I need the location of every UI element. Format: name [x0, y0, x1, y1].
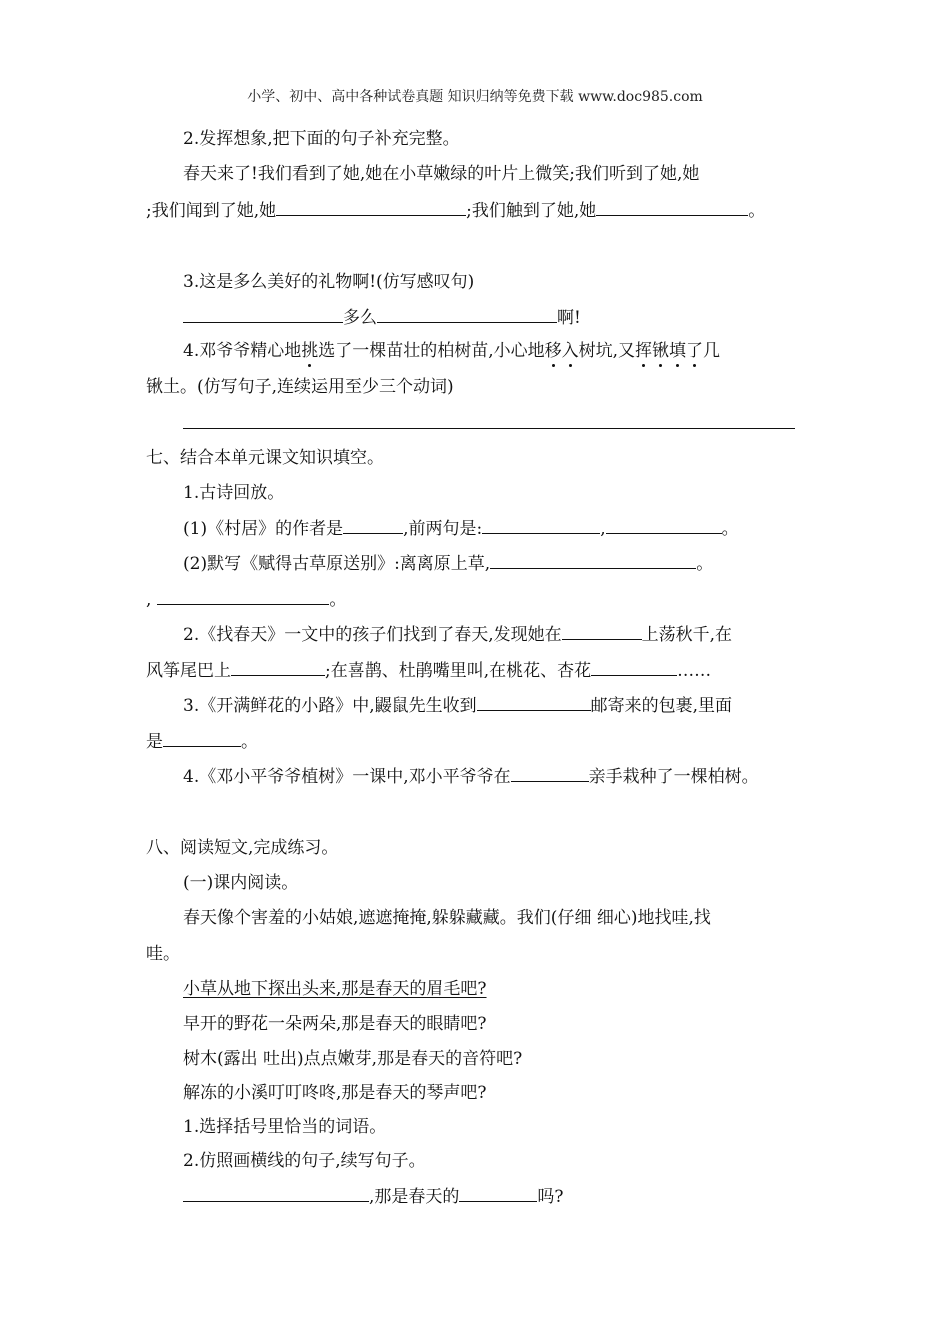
answer-line[interactable] [183, 428, 795, 429]
sec7-s3 [183, 693, 732, 718]
q4-text: 几 [703, 341, 721, 361]
q3-mid: 多么 [343, 308, 377, 328]
answer-blank[interactable] [562, 622, 642, 640]
sec7-text: 4.《邓小平爷爷植树》一课中,邓小平爷爷在 [183, 767, 511, 787]
q2-line2-text-a: ;我们闻到了她,她 [146, 201, 277, 221]
sec7-text: 亲手栽种了一棵柏树。 [588, 767, 759, 787]
sec8-underlined-sentence: 小草从地下探出头来,那是春天的眉毛吧? [183, 979, 487, 999]
q3-end: 啊! [557, 308, 581, 328]
sec7-text: ;在喜鹊、杜鹃嘴里叫,在桃花、杏花 [325, 661, 592, 681]
answer-blank[interactable] [276, 198, 466, 216]
q4-text: 选了一棵苗壮的柏树苗,小心地 [318, 341, 545, 361]
q3-line [183, 305, 581, 330]
sec7-text: 2.《找春天》一文中的孩子们找到了春天,发现她在 [183, 625, 562, 645]
sec7-text: (1)《村居》的作者是 [183, 519, 344, 539]
q4-dotted-char: 挑 [301, 341, 319, 361]
q3-title: 3.这是多么美好的礼物啊!(仿写感叹句) [183, 272, 475, 292]
q4-dotted-char: 挥 [635, 341, 653, 361]
answer-blank[interactable] [459, 1184, 537, 1202]
q4-dotted-char: 了 [686, 341, 704, 361]
sec7-text: , [600, 519, 606, 539]
sec7-s1b [183, 551, 713, 576]
sec7-text: 邮寄来的包裹,里面 [590, 696, 733, 716]
sec8-p5: 解冻的小溪叮叮咚咚,那是春天的琴声吧? [183, 1083, 487, 1103]
sec7-text: 3.《开满鲜花的小路》中,鼹鼠先生收到 [183, 696, 477, 716]
q4-dotted-char: 移 [544, 341, 562, 361]
sec7-s1: 1.古诗回放。 [183, 483, 285, 503]
sec7-s1a [183, 516, 739, 541]
sec7-text: 风筝尾巴上 [146, 661, 231, 681]
sec7-text: 。 [696, 554, 714, 574]
answer-blank[interactable] [183, 305, 343, 323]
answer-blank[interactable] [490, 551, 696, 569]
answer-blank[interactable] [157, 587, 329, 605]
sec7-text: 。 [721, 519, 739, 539]
page-header: 小学、初中、高中各种试卷真题 知识归纳等免费下载 www.doc985.com [247, 89, 703, 105]
sec8-q2-answer [183, 1184, 564, 1209]
section-7-title: 七、结合本单元课文知识填空。 [146, 448, 384, 468]
section-8-title: 八、阅读短文,完成练习。 [146, 838, 339, 858]
sec7-s3-cont [146, 729, 258, 754]
q4-dotted-char: 锹 [652, 341, 670, 361]
answer-blank[interactable] [596, 198, 748, 216]
sec8-sub: (一)课内阅读。 [183, 873, 299, 893]
answer-blank[interactable] [606, 516, 722, 534]
answer-blank[interactable] [477, 693, 591, 711]
sec7-s2-cont [146, 658, 711, 683]
q4-dotted-char: 填 [669, 341, 687, 361]
sec7-text: 是 [146, 732, 163, 752]
sec8-text: 吗? [537, 1187, 564, 1207]
answer-blank[interactable] [591, 658, 677, 676]
q4-text: 树坑,又 [578, 341, 636, 361]
sec8-p3: 早开的野花一朵两朵,那是春天的眼睛吧? [183, 1014, 487, 1034]
q2-title: 2.发挥想象,把下面的句子补充完整。 [183, 129, 460, 149]
answer-blank[interactable] [482, 516, 600, 534]
q2-line2-text-b: ;我们触到了她,她 [466, 201, 597, 221]
sec7-text: ,前两句是: [403, 519, 483, 539]
answer-blank[interactable] [183, 1184, 369, 1202]
q2-line2 [146, 198, 765, 223]
sec7-text: (2)默写《赋得古草原送别》:离离原上草, [183, 554, 491, 574]
answer-blank[interactable] [377, 305, 557, 323]
sec8-text: ,那是春天的 [369, 1187, 460, 1207]
sec8-q1: 1.选择括号里恰当的词语。 [183, 1117, 387, 1137]
sec7-s4 [183, 764, 759, 789]
answer-blank[interactable] [231, 658, 325, 676]
sec8-p4: 树木(露出 吐出)点点嫩芽,那是春天的音符吧? [183, 1049, 523, 1069]
sec8-q2: 2.仿照画横线的句子,续写句子。 [183, 1151, 426, 1171]
answer-blank[interactable] [511, 764, 589, 782]
sec7-text: 上荡秋千,在 [641, 625, 733, 645]
sec8-p1: 春天像个害羞的小姑娘,遮遮掩掩,躲躲藏藏。我们(仔细 细心)地找哇,找 [183, 908, 711, 928]
sec7-s2 [183, 622, 732, 647]
sec7-text: 。 [241, 732, 258, 752]
sec7-text: , [146, 590, 152, 610]
q4-line2: 锹土。(仿写句子,连续运用至少三个动词) [146, 377, 454, 397]
sec7-text: …… [677, 661, 712, 681]
q2-line2-text-c: 。 [748, 201, 766, 221]
sec7-s1b-cont [146, 587, 346, 612]
q4-dotted-char: 入 [561, 341, 579, 361]
sec7-text: 。 [329, 590, 347, 610]
answer-blank[interactable] [343, 516, 403, 534]
q2-line1: 春天来了!我们看到了她,她在小草嫩绿的叶片上微笑;我们听到了她,她 [183, 164, 700, 184]
q4-line1 [183, 339, 720, 363]
answer-blank[interactable] [163, 729, 241, 747]
q4-text: 4.邓爷爷精心地 [183, 341, 302, 361]
sec8-p1b: 哇。 [146, 944, 180, 964]
